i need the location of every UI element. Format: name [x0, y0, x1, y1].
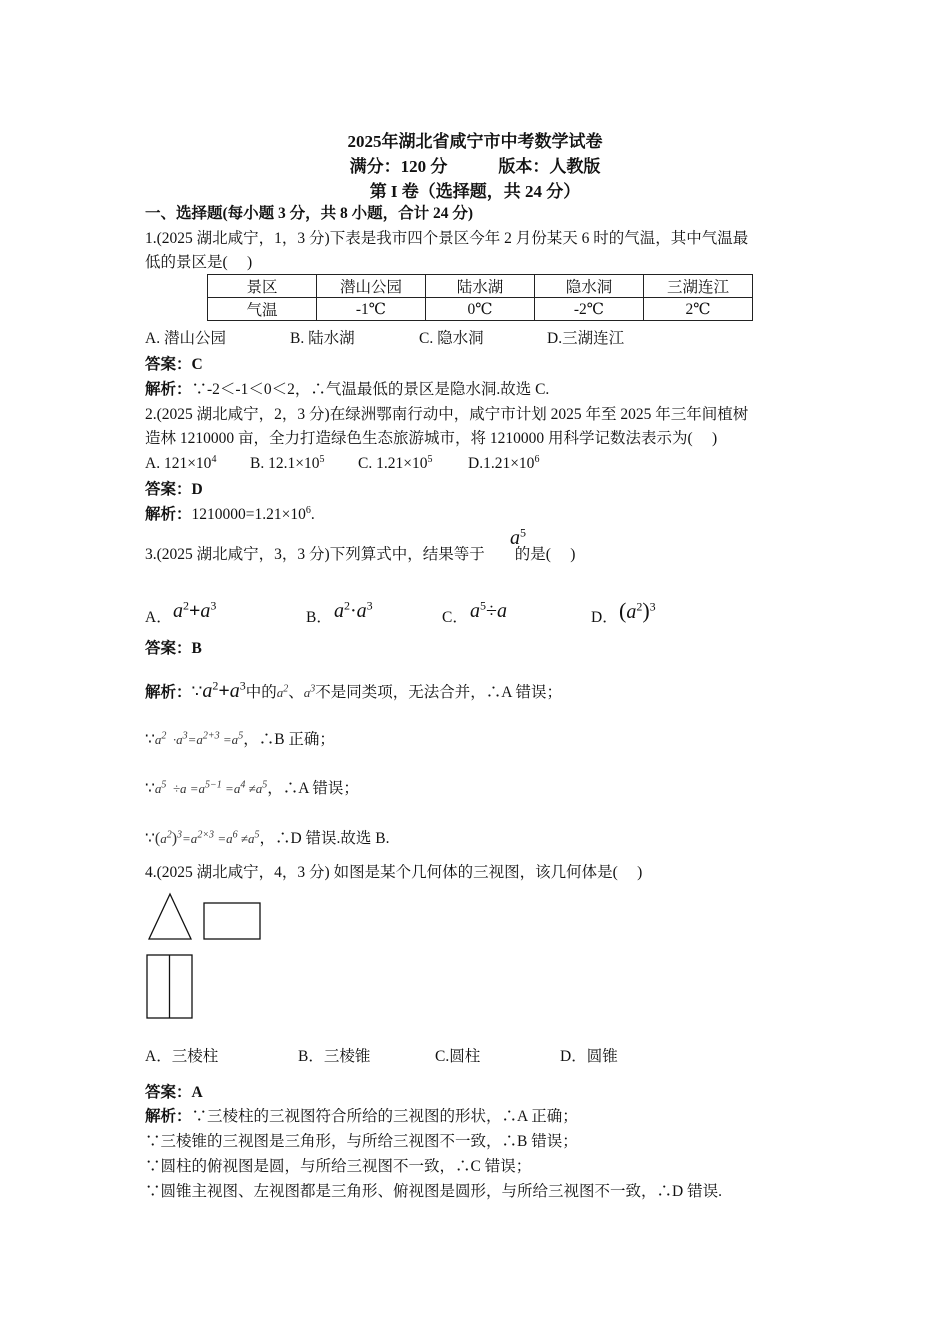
q3-option-d: D．	[591, 609, 618, 626]
q2-option-b: B. $12.1\times 10^5$	[250, 453, 325, 472]
three-view-drawing	[140, 890, 270, 1025]
q3-option-a-formula: $a^2+a^3$	[173, 598, 217, 622]
q2-stem-line2: 造林 1210000 亩，全力打造绿色生态旅游城市，将 1210000 用科学记数法表示为( )	[145, 430, 718, 447]
temperature-table	[207, 274, 753, 321]
q2-option-a: A. $121\times 10^4$	[145, 453, 217, 472]
table-row	[208, 275, 753, 298]
q1-option-b: B. 陆水湖	[290, 330, 355, 347]
q4-analysis-line3: ∵圆柱的俯视图是圆，与所给三视图不一致，∴C 错误；	[145, 1158, 532, 1175]
table-cell: 景区	[208, 275, 317, 298]
q4-answer: 答案：A	[145, 1084, 203, 1101]
q3-option-c-formula: $a^5\div a$	[470, 598, 507, 622]
q4-analysis-line2: ∵三棱锥的三视图是三角形，与所给三视图不一致，∴B 错误；	[145, 1133, 578, 1150]
q4-option-b: B．三棱锥	[298, 1048, 371, 1065]
q1-analysis: 解析：∵-2＜-1＜0＜2，∴气温最低的景区是隐水洞.故选 C.	[145, 381, 550, 398]
table-row	[208, 298, 753, 321]
q1-option-c: C. 隐水洞	[419, 330, 484, 347]
q3-analysis-line2: $\because a^2 \cdot a^3=a^{2+3} =a^5$，∴B 正确；	[145, 730, 335, 748]
side-view-rectangle	[204, 903, 260, 939]
q4-option-a: A．三棱柱	[145, 1048, 219, 1065]
q1-option-a: A. 潜山公园	[145, 330, 226, 347]
table-cell: 潜山公园	[317, 275, 426, 298]
q1-answer: 答案：C	[145, 356, 203, 373]
q3-answer: 答案：B	[145, 640, 202, 657]
table-cell: 陆水湖	[426, 275, 535, 298]
table-cell: 0℃	[426, 298, 535, 321]
section-heading: 一、选择题(每小题 3 分，共 8 小题，合计 24 分)	[145, 205, 474, 222]
table-cell: -2℃	[535, 298, 644, 321]
q4-analysis-line1: 解析：∵三棱柱的三视图符合所给的三视图的形状，∴A 正确；	[145, 1108, 578, 1125]
q3-analysis-line1: 解析：$\because a^2+a^3$中的$a^2$、$a^3$不是同类项，无法合并，∴A 错误；	[145, 678, 562, 702]
q3-option-d-formula: $(a^2)^3$	[619, 598, 656, 623]
q1-stem-line1: 1.(2025 湖北咸宁，1，3 分)下表是我市四个景区今年 2 月份某天 6 时的气温，其中气温最	[145, 230, 749, 247]
q4-option-c: C.圆柱	[435, 1048, 481, 1065]
q2-answer: 答案：D	[145, 481, 203, 498]
q1-stem-line2: 低的景区是( )	[145, 254, 253, 271]
q2-stem-line1: 2.(2025 湖北咸宁，2，3 分)在绿洲鄂南行动中，咸宁市计划 2025 年至 2025 年三年间植树	[145, 406, 749, 423]
table-cell: 隐水洞	[535, 275, 644, 298]
q3-analysis-line4: $\because(a^2)^3=a^{2\times 3} =a^6 \ne a^5$，∴D 错误.故选 B.	[145, 829, 390, 847]
q3-analysis-line3: $\because a^5 \div a =a^{5-1} =a^4 \ne a^5$，∴A 错误；	[145, 779, 359, 797]
q3-target-formula: $a^5$	[510, 525, 526, 549]
exam-meta: 满分：120 分 版本：人教版	[349, 157, 601, 176]
q2-option-c: C. $1.21\times 10^5$	[358, 453, 433, 472]
q4-analysis-line4: ∵圆锥主视图、左视图都是三角形、俯视图是圆形，与所给三视图不一致，∴D 错误.	[145, 1183, 722, 1200]
table-cell: -1℃	[317, 298, 426, 321]
q3-option-a: A．	[145, 609, 172, 626]
q2-analysis: 解析：$1210000=1.21\times 10^6$.	[145, 504, 315, 523]
q3-option-b: B．	[306, 609, 332, 626]
q3-option-b-formula: $a^2\cdot a^3$	[334, 598, 373, 622]
q4-option-d: D．圆锥	[560, 1048, 618, 1065]
q3-stem: 3.(2025 湖北咸宁，3，3 分)下列算式中，结果等于 的是( )	[145, 546, 576, 563]
q4-stem: 4.(2025 湖北咸宁，4，3 分) 如图是某个几何体的三视图，该几何体是( )	[145, 864, 643, 881]
q1-option-d: D.三湖连江	[547, 330, 625, 347]
table-cell: 三湖连江	[644, 275, 753, 298]
front-view-triangle	[149, 894, 191, 939]
q3-option-c: C．	[442, 609, 468, 626]
table-cell: 2℃	[644, 298, 753, 321]
q2-option-d: $D.1.21\times 10^6$	[468, 453, 540, 472]
part-title: 第 I 卷（选择题，共 24 分）	[369, 182, 581, 201]
exam-title: 2025年湖北省咸宁市中考数学试卷	[347, 132, 603, 151]
table-cell: 气温	[208, 298, 317, 321]
